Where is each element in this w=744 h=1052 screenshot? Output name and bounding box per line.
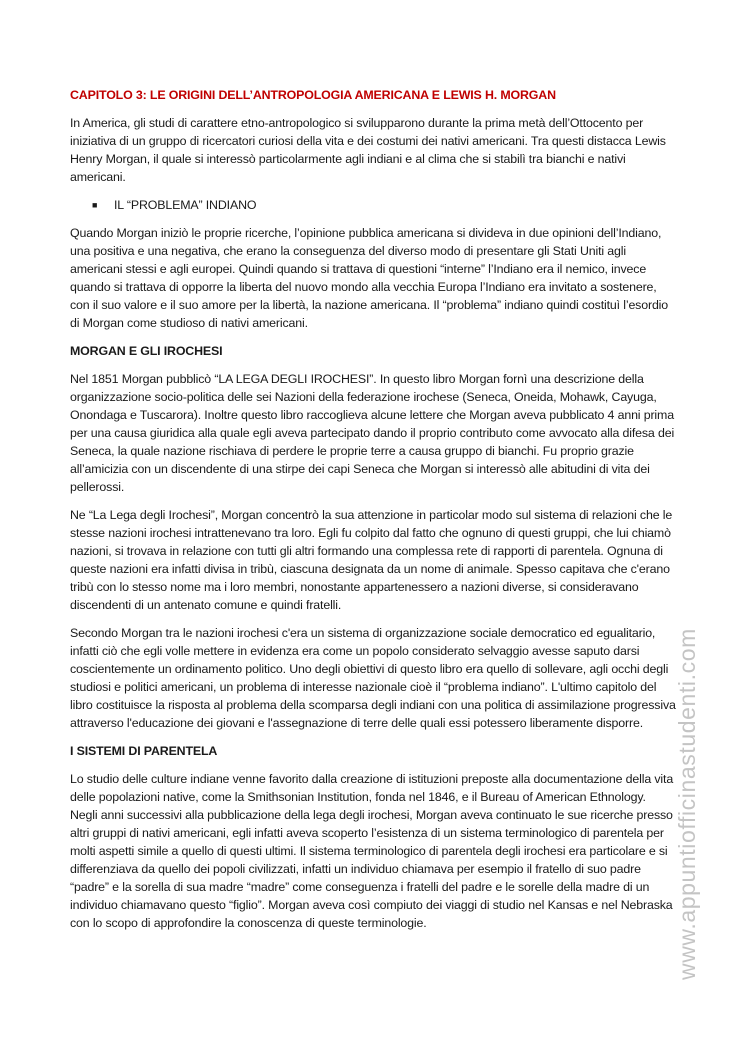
irochesi-paragraph-2: Ne “La Lega degli Irochesi”, Morgan concentrò la sua attenzione in particolar modo sul sistema di relazioni che le stesse nazioni irochesi intrattenevano tra loro. Egli fu colpito dal fatto che ognuno di questi gruppi, che lui chiamò nazioni, si trovava in relazione con tutti gli altri formando una complessa rete di rapporti di parentela. Ognuna di queste nazioni era infatti divisa in tribù, ciascuna designata da un nome di animale. Spesso capitava che c'erano tribù con lo stesso nome ma i loro membri, nonostante appartenessero a nazioni diverse, si consideravano discendenti di un antenato comune e quindi fratelli. — [70, 508, 673, 612]
parentela-paragraph-1: Lo studio delle culture indiane venne favorito dalla creazione di istituzioni preposte alla documentazione della vita delle popolazioni native, come la Smithsonian Institution, fonda nel 1846, e il Bureau of American Ethnology. Negli anni successivi alla pubblicazione della lega degli irochesi, Morgan aveva continuato le sue ricerche presso altri gruppi di nativi americani, egli infatti aveva scoperto l’esistenza di un sistema terminologico di parentela per molti aspetti simile a quello di questi ultimi. Il sistema terminologico di parentela degli irochesi era particolare e si differenziava da quello dei popoli civilizzati, infatti un individuo chiamava per esempio il fratello di suo padre “padre” e la sorella di sua madre “madre” come conseguenza i fratelli del padre e le sorelle della madre di un individuo chiamavano questo “figlio”. Morgan aveva così compiuto dei viaggi di studio nel Kansas e nel Nebraska con lo scopo di approfondire la conoscenza di queste terminologie. — [70, 772, 674, 930]
intro-paragraph: In America, gli studi di carattere etno-antropologico si svilupparono durante la prima metà dell’Ottocento per iniziativa di un gruppo di ricercatori curiosi della vita e dei costumi dei nativi americani. Tra questi distacca Lewis Henry Morgan, il quale si interessò particolarmente agli indiani e al clima che si stabilì tra bianchi e nativi americani. — [70, 116, 666, 184]
chapter-title: CAPITOLO 3: LE ORIGINI DELL’ANTROPOLOGIA AMERICANA E LEWIS H. MORGAN — [70, 88, 556, 102]
irochesi-paragraph-1: Nel 1851 Morgan pubblicò “LA LEGA DEGLI IROCHESI”. In questo libro Morgan fornì una descrizione della organizzazione socio-politica delle sei Nazioni della federazione irochese (Seneca, Oneida, Mohawk, Cayuga, Onondaga e Tuscarora). Inoltre questo libro raccoglieva alcune lettere che Morgan aveva pubblicato 4 anni prima per una causa giuridica alla quale egli aveva partecipato dando il proprio contributo come avvocato alla difesa dei Seneca, la quale nazione rischiava di perdere le proprie terre a causa gruppo di bianchi. Fu proprio grazie all’amicizia con un discendente di una stirpe dei capi Seneca che Morgan si interessò alle abitudini di vita dei pellerossi. — [70, 372, 675, 494]
bullet-text: IL “PROBLEMA” INDIANO — [114, 198, 257, 212]
square-bullet-icon: ■ — [92, 200, 98, 210]
section-heading-irochesi: MORGAN E GLI IROCHESI — [70, 344, 223, 358]
irochesi-paragraph-3: Secondo Morgan tra le nazioni irochesi c'era un sistema di organizzazione sociale democratico ed egualitario, infatti ciò che egli volle mettere in evidenza era come un popolo considerato selvaggio avesse saputo darsi coscientemente un ordinamento politico. Uno degli obiettivi di questo libro era quello di sollevare, agli occhi degli studiosi e politici americani, un problema di interesse nazionale cioè il “problema indiano”. L'ultimo capitolo del libro costituisce la risposta al problema della scomparsa degli indiani con una politica di assimilazione progressiva attraverso l'educazione dei giovani e l'assegnazione di terre delle quali essi potessero liberamente disporre. — [70, 626, 676, 730]
bullet-item — [70, 196, 676, 214]
watermark: www.appuntiofficinastudenti.com — [674, 628, 700, 980]
document-page — [70, 86, 676, 942]
section-heading-parentela: I SISTEMI DI PARENTELA — [70, 744, 218, 758]
problema-paragraph: Quando Morgan iniziò le proprie ricerche, l’opinione pubblica americana si divideva in due opinioni dell’Indiano, una positiva e una negativa, che erano la conseguenza del diverso modo di presentare gli Stati Uniti agli americani stessi e agli europei. Quindi quando si trattava di questioni “interne” l’Indiano era il nemico, invece quando si trattava di opporre la liberta del nuovo mondo alla vecchia Europa l’Indiano era invitato a sostenere, con il suo valore e il suo amore per la libertà, la nazione americana. Il “problema” indiano quindi costituì l’esordio di Morgan come studioso di nativi americani. — [70, 226, 669, 330]
